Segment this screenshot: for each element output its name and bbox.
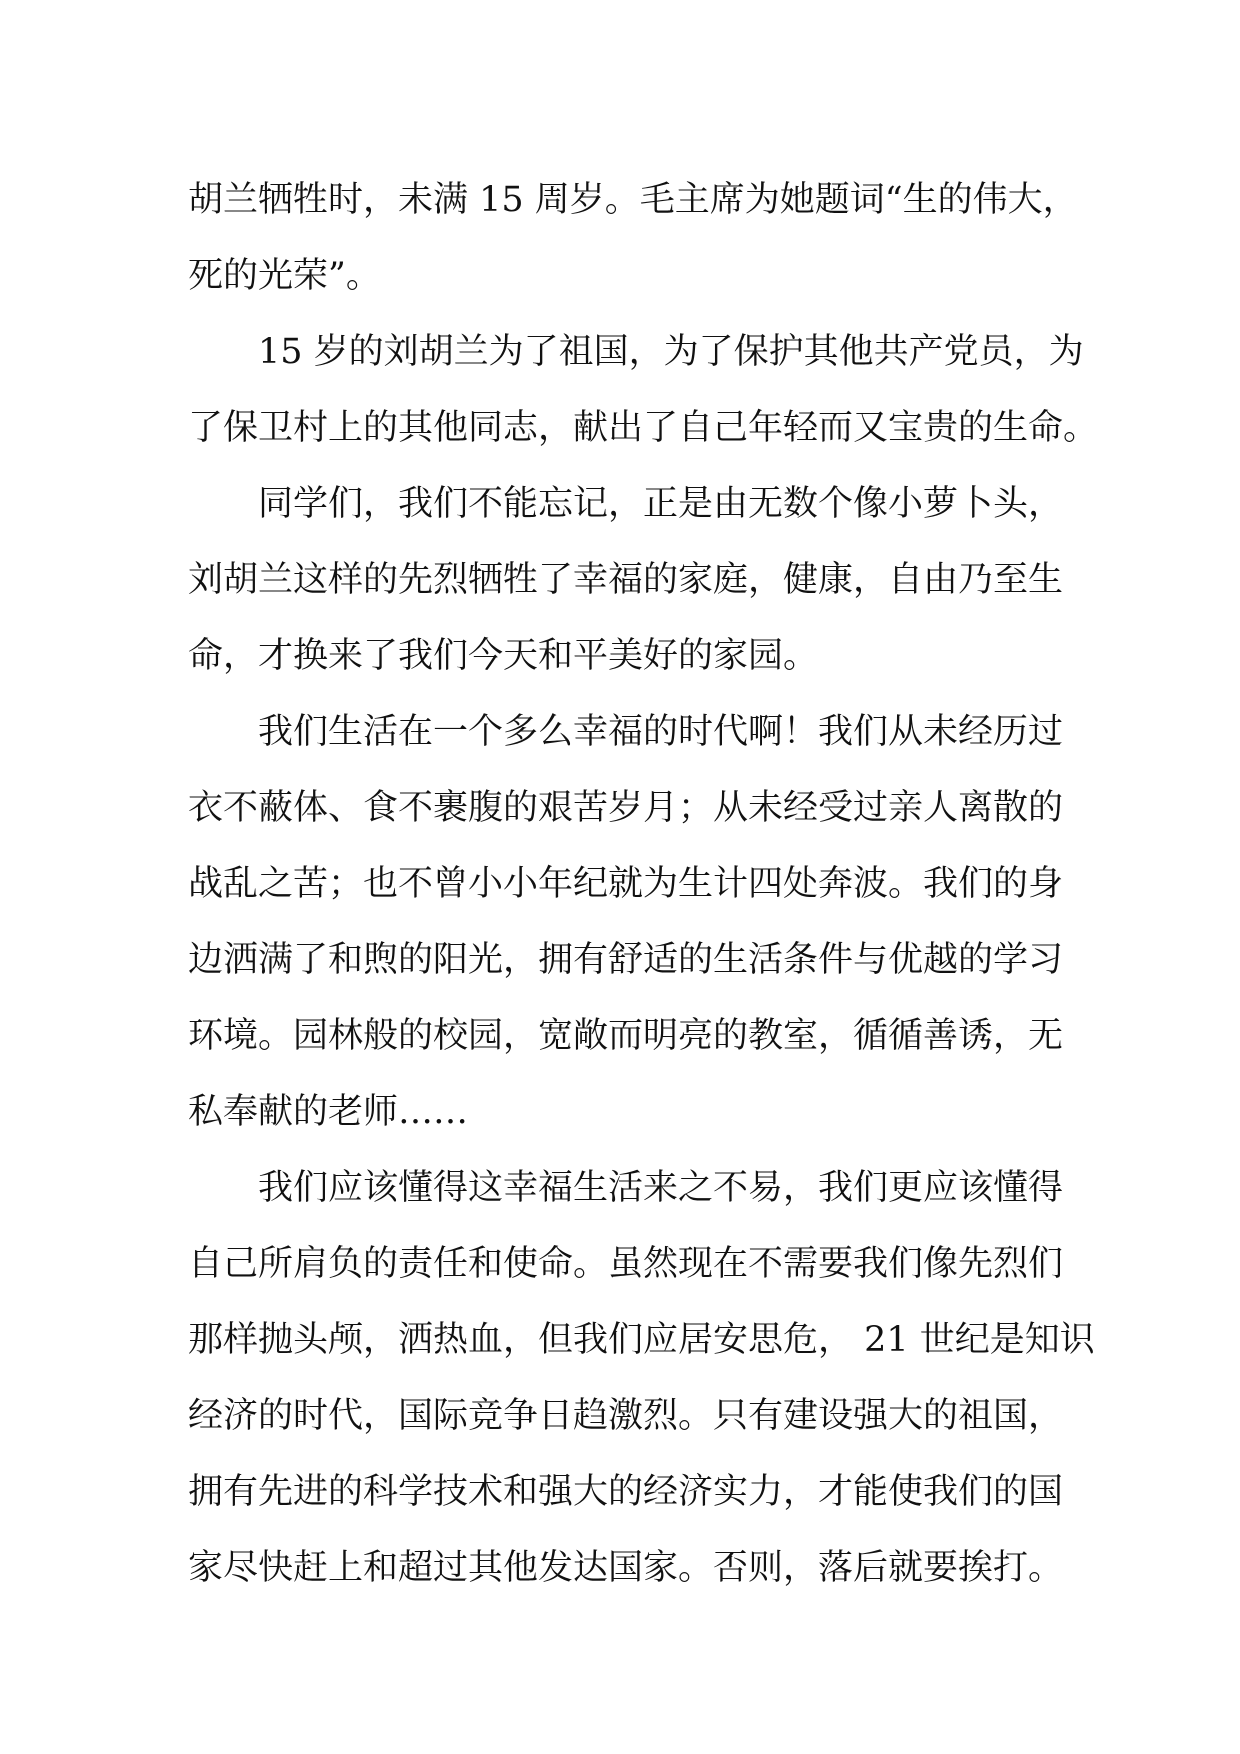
text-line: 我们应该懂得这幸福生活来之不易，我们更应该懂得 [258,1168,1064,1208]
document-body [188,162,1099,1606]
text-line: 自己所肩负的责任和使命。虽然现在不需要我们像先烈们 [188,1244,1064,1284]
text-line: 家尽快赶上和超过其他发达国家。否则，落后就要挨打。 [188,1548,1064,1588]
text-line: 经济的时代，国际竞争日趋激烈。只有建设强大的祖国， [188,1396,1064,1436]
text-line: 胡兰牺牲时，未满 15 周岁。毛主席为她题词“生的伟大， [188,180,1078,220]
text-line: 命，才换来了我们今天和平美好的家园。 [188,636,819,676]
paragraph [188,466,1064,694]
text-line: 边洒满了和煦的阳光，拥有舒适的生活条件与优越的学习 [188,940,1064,980]
paragraph [188,162,1078,314]
text-line: 了保卫村上的其他同志，献出了自己年轻而又宝贵的生命。 [188,408,1099,448]
text-line: 衣不蔽体、食不裹腹的艰苦岁月；从未经受过亲人离散的 [188,788,1064,828]
text-line: 我们生活在一个多么幸福的时代啊！我们从未经历过 [258,712,1064,752]
text-line: 战乱之苦；也不曾小小年纪就为生计四处奔波。我们的身 [188,864,1064,904]
text-line: 死的光荣”。 [188,256,381,296]
text-line: 那样抛头颅，洒热血，但我们应居安思危， 21 世纪是知识 [188,1320,1095,1360]
text-line: 拥有先进的科学技术和强大的经济实力，才能使我们的国 [188,1472,1064,1512]
text-line: 15 岁的刘胡兰为了祖国，为了保护其他共产党员，为 [258,332,1084,372]
paragraph [188,314,1099,466]
text-line: 同学们，我们不能忘记，正是由无数个像小萝卜头， [258,484,1064,524]
text-line: 刘胡兰这样的先烈牺牲了幸福的家庭，健康，自由乃至生 [188,560,1064,600]
text-line: 私奉献的老师…… [188,1092,469,1132]
paragraph [188,1150,1095,1606]
paragraph [188,694,1064,1150]
text-line: 环境。园林般的校园，宽敞而明亮的教室，循循善诱，无 [188,1016,1064,1056]
